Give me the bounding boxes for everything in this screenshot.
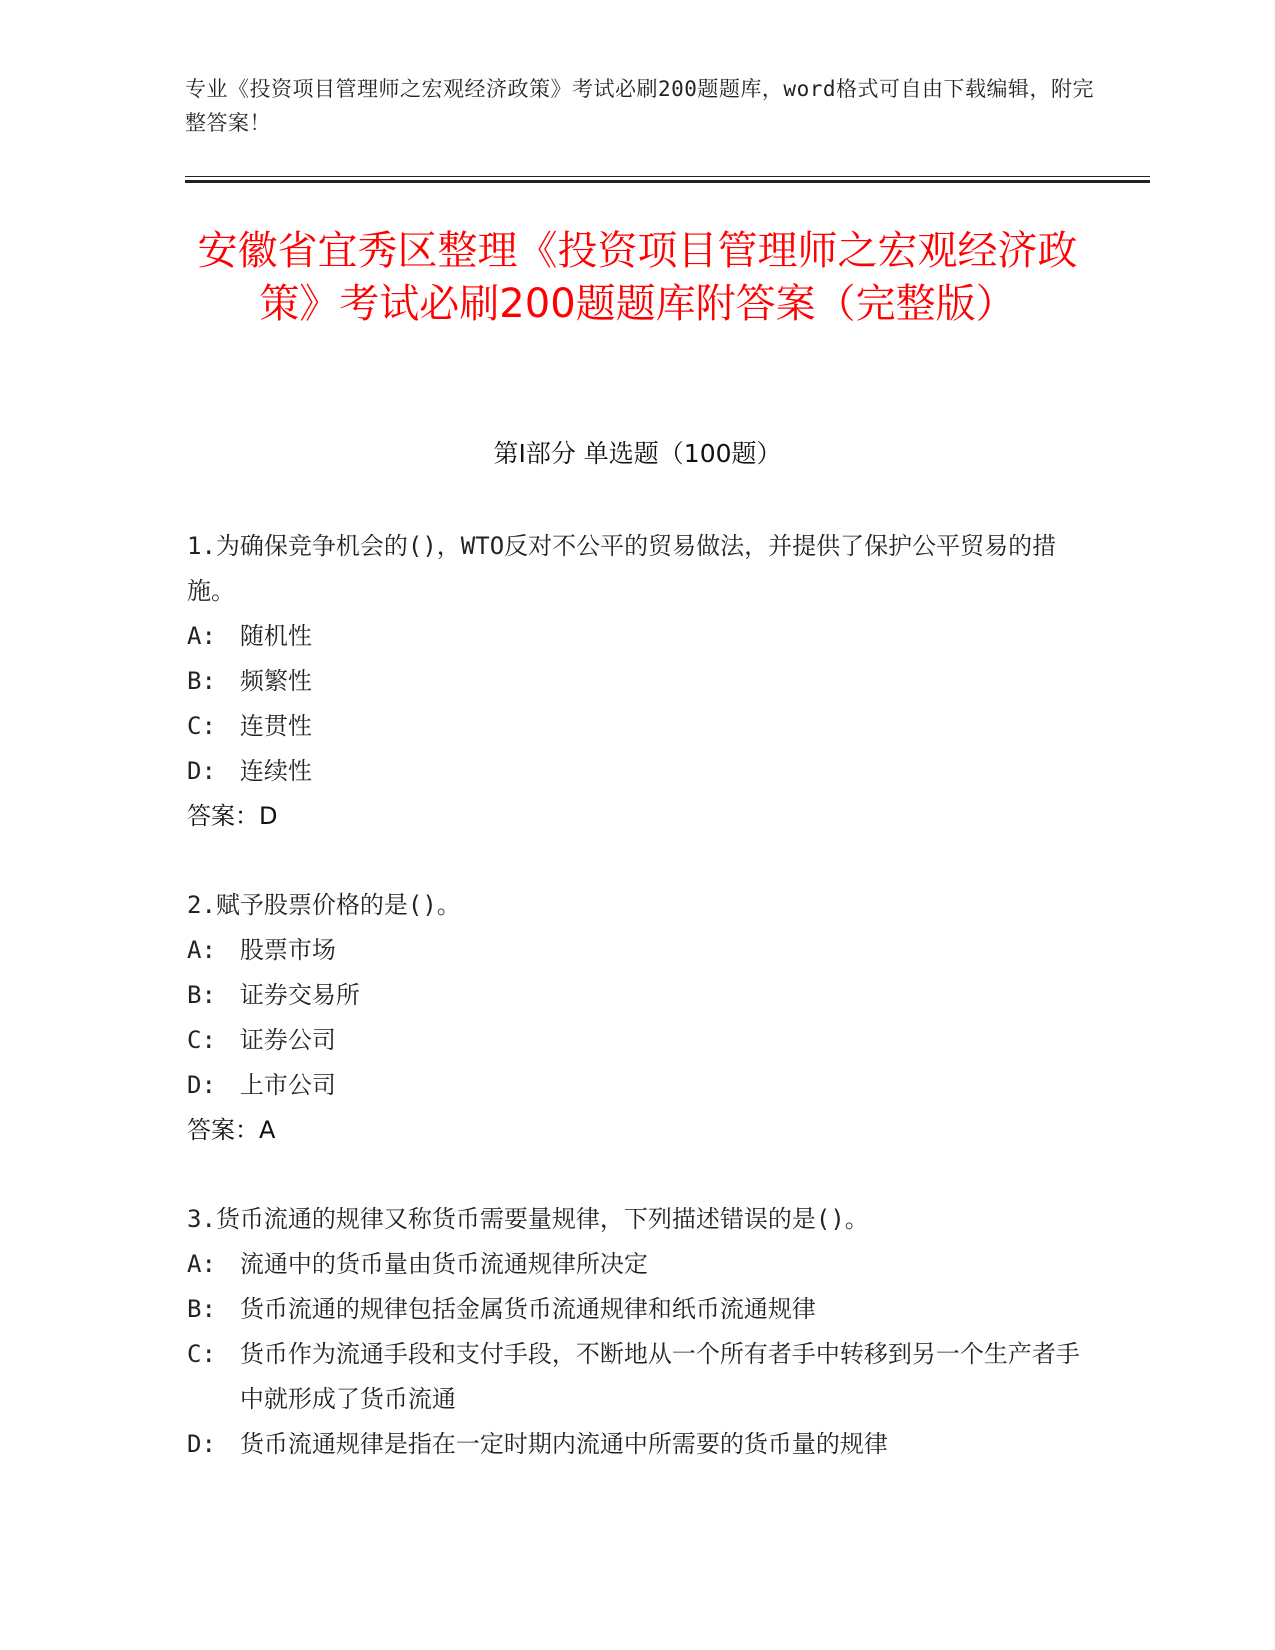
- header-rule-thin: [185, 176, 1150, 177]
- option-letter: C:: [187, 712, 216, 740]
- question-stem: 3.货币流通的规律又称货币需要量规律，下列描述错误的是()。: [187, 1205, 869, 1233]
- option-b: [187, 973, 1087, 1018]
- header-rule-thick: [185, 180, 1150, 183]
- option-letter: A:: [187, 1250, 216, 1278]
- question-2: [187, 883, 1087, 1153]
- option-c: [187, 704, 1087, 749]
- option-letter: B:: [187, 1295, 216, 1323]
- option-d: [187, 1063, 1087, 1108]
- option-text: 证券交易所: [239, 981, 360, 1009]
- option-letter: D:: [187, 1430, 216, 1458]
- answer-line: 答案：A: [187, 1116, 276, 1144]
- option-text: 随机性: [239, 622, 312, 650]
- option-text: 连贯性: [239, 712, 312, 740]
- option-c: [187, 1018, 1087, 1063]
- option-a: [187, 614, 1087, 659]
- section-heading: 第I部分 单选题（100题）: [493, 439, 782, 468]
- option-d: [187, 1422, 1087, 1467]
- option-letter: A:: [187, 622, 216, 650]
- option-letter: D:: [187, 1071, 216, 1099]
- option-a: [187, 928, 1087, 973]
- option-b: [187, 1287, 1087, 1332]
- option-text: 上市公司: [239, 1071, 336, 1099]
- header-note: 专业《投资项目管理师之宏观经济政策》考试必刷200题题库，word格式可自由下载编辑，附完整答案！: [185, 77, 1094, 135]
- option-text: 流通中的货币量由货币流通规律所决定: [239, 1250, 648, 1278]
- question-list: [187, 524, 1087, 1511]
- option-letter: C:: [187, 1026, 216, 1054]
- option-letter: D:: [187, 757, 216, 785]
- option-letter: A:: [187, 936, 216, 964]
- question-stem: 2.赋予股票价格的是()。: [187, 891, 461, 919]
- option-text: 货币流通的规律包括金属货币流通规律和纸币流通规律: [239, 1295, 816, 1323]
- option-text: 证券公司: [239, 1026, 336, 1054]
- question-1: [187, 524, 1087, 839]
- answer-line: 答案：D: [187, 802, 278, 830]
- question-stem: 1.为确保竞争机会的()，WTO反对不公平的贸易做法，并提供了保护公平贸易的措施。: [187, 532, 1057, 605]
- option-b: [187, 659, 1087, 704]
- option-text: 货币作为流通手段和支付手段，不断地从一个所有者手中转移到另一个生产者手中就形成了货币流通: [239, 1340, 1080, 1413]
- option-c: [187, 1332, 1087, 1422]
- option-d: [187, 749, 1087, 794]
- option-letter: B:: [187, 667, 216, 695]
- document-title: 安徽省宜秀区整理《投资项目管理师之宏观经济政策》考试必刷200题题库附答案（完整版）: [197, 228, 1078, 327]
- option-text: 连续性: [239, 757, 312, 785]
- option-text: 货币流通规律是指在一定时期内流通中所需要的货币量的规律: [239, 1430, 888, 1458]
- question-3: [187, 1197, 1087, 1467]
- option-letter: C:: [187, 1340, 216, 1368]
- option-a: [187, 1242, 1087, 1287]
- option-text: 频繁性: [239, 667, 312, 695]
- option-text: 股票市场: [239, 936, 336, 964]
- option-letter: B:: [187, 981, 216, 1009]
